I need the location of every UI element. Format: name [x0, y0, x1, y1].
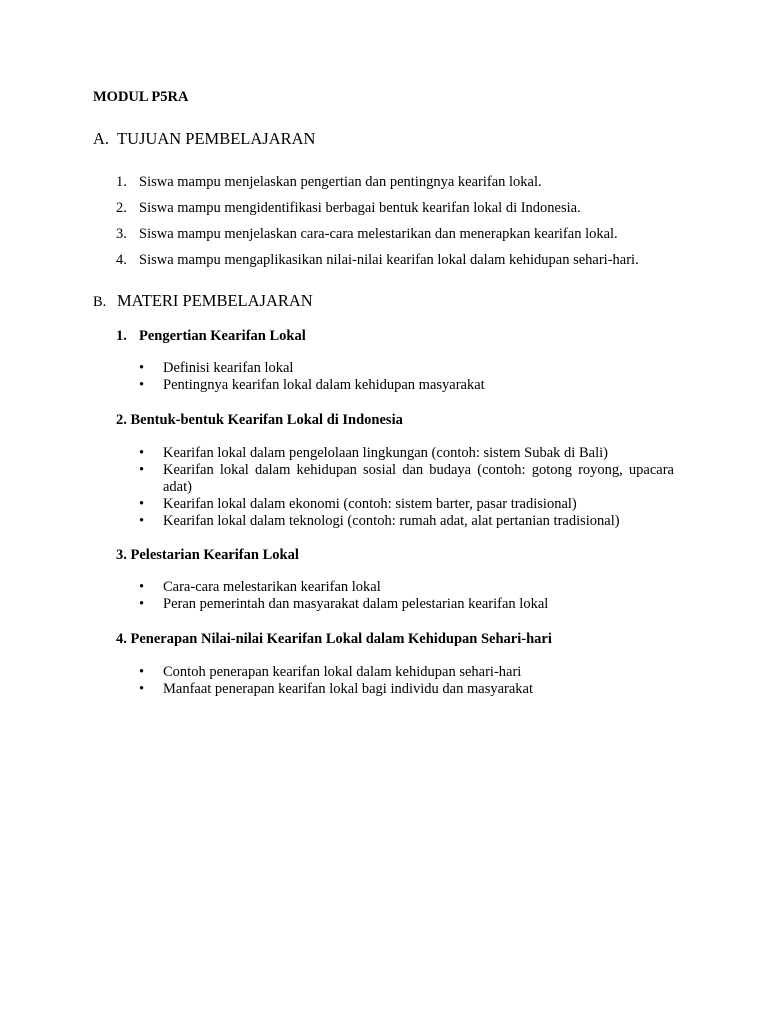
- section-b-title: MATERI PEMBELAJARAN: [117, 291, 313, 310]
- bullet-text: Peran pemerintah dan masyarakat dalam pelestarian kearifan lokal: [163, 596, 549, 612]
- list-item: [116, 251, 639, 277]
- bullet-icon: •: [139, 496, 145, 512]
- bullet-icon: •: [139, 596, 145, 612]
- bullet-list: [139, 664, 674, 698]
- bullet-text: Definisi kearifan lokal: [163, 360, 294, 376]
- list-item: [116, 173, 639, 199]
- bullet-icon: •: [139, 664, 145, 680]
- bullet-item: [139, 462, 674, 496]
- item-number: 4.: [116, 252, 127, 268]
- subsection-title: Pengertian Kearifan Lokal: [139, 328, 306, 344]
- bullet-icon: •: [139, 681, 145, 697]
- item-text: Siswa mampu menjelaskan pengertian dan pentingnya kearifan lokal.: [139, 174, 542, 190]
- section-a-title: TUJUAN PEMBELAJARAN: [117, 129, 316, 148]
- item-text: Siswa mampu mengaplikasikan nilai-nilai kearifan lokal dalam kehidupan sehari-hari.: [139, 252, 639, 268]
- bullet-text: Kearifan lokal dalam ekonomi (contoh: sistem barter, pasar tradisional): [163, 496, 577, 512]
- subsection-heading: 3. Pelestarian Kearifan Lokal: [116, 547, 299, 563]
- item-number: 3.: [116, 226, 127, 242]
- item-number: 2.: [116, 200, 127, 216]
- bullet-item: [139, 445, 674, 462]
- bullet-item: [139, 377, 674, 394]
- bullet-item: [139, 360, 674, 377]
- bullet-text: Kearifan lokal dalam pengelolaan lingkungan (contoh: sistem Subak di Bali): [163, 445, 608, 461]
- bullet-list: [139, 579, 674, 613]
- section-a-letter: A.: [93, 129, 110, 148]
- bullet-text: Cara-cara melestarikan kearifan lokal: [163, 579, 381, 595]
- subsection-number: 1.: [116, 328, 127, 344]
- bullet-item: [139, 664, 674, 681]
- bullet-text: Kearifan lokal dalam teknologi (contoh: rumah adat, alat pertanian tradisional): [163, 513, 620, 529]
- bullet-item: [139, 579, 674, 596]
- bullet-text: Kearifan lokal dalam kehidupan sosial dan budaya (contoh: gotong royong, upacara adat): [163, 462, 674, 495]
- section-a-heading: [93, 129, 315, 149]
- item-text: Siswa mampu menjelaskan cara-cara melestarikan dan menerapkan kearifan lokal.: [139, 226, 618, 242]
- list-item: [116, 199, 639, 225]
- bullet-item: [139, 596, 674, 613]
- bullet-icon: •: [139, 579, 145, 595]
- bullet-icon: •: [139, 360, 145, 376]
- subsection-heading: 4. Penerapan Nilai-nilai Kearifan Lokal dalam Kehidupan Sehari-hari: [116, 631, 552, 647]
- bullet-list: [139, 445, 674, 530]
- bullet-icon: •: [139, 445, 145, 461]
- objectives-list: [116, 173, 639, 277]
- bullet-item: [139, 681, 674, 698]
- bullet-text: Contoh penerapan kearifan lokal dalam kehidupan sehari-hari: [163, 664, 522, 680]
- bullet-item: [139, 513, 674, 530]
- section-b-letter: B.: [93, 294, 107, 310]
- bullet-list: [139, 360, 674, 394]
- bullet-text: Manfaat penerapan kearifan lokal bagi individu dan masyarakat: [163, 681, 533, 697]
- bullet-icon: •: [139, 377, 145, 393]
- bullet-icon: •: [139, 513, 145, 529]
- bullet-text: Pentingnya kearifan lokal dalam kehidupan masyarakat: [163, 377, 485, 393]
- document-title: MODUL P5RA: [93, 89, 189, 105]
- bullet-item: [139, 496, 674, 513]
- section-b-heading: [93, 291, 313, 312]
- item-number: 1.: [116, 174, 127, 190]
- bullet-icon: •: [139, 462, 145, 478]
- subsection-heading: [116, 327, 306, 345]
- subsection-heading: 2. Bentuk-bentuk Kearifan Lokal di Indonesia: [116, 412, 403, 428]
- item-text: Siswa mampu mengidentifikasi berbagai bentuk kearifan lokal di Indonesia.: [139, 200, 581, 216]
- list-item: [116, 225, 639, 251]
